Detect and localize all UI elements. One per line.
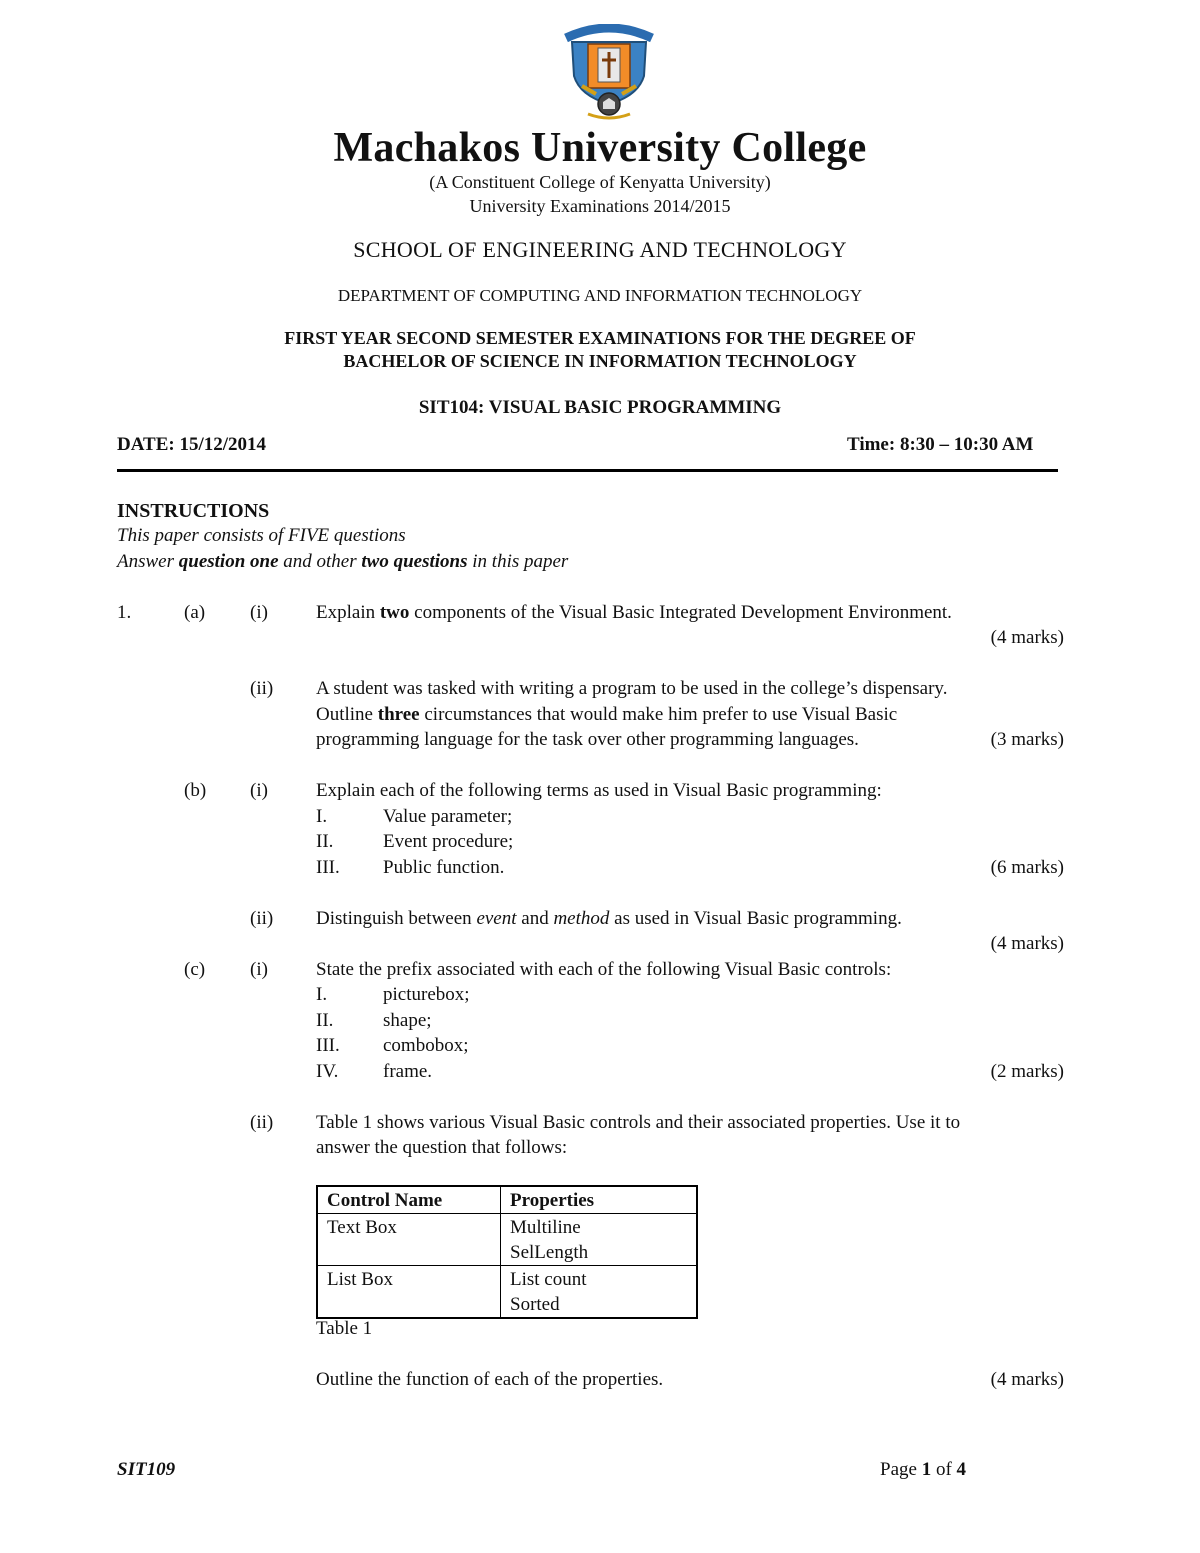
subpart-label: (i) xyxy=(250,780,268,801)
list-item-number: I. xyxy=(316,984,328,1005)
exam-time: Time: 8:30 – 10:30 AM xyxy=(847,434,1034,455)
list-item-text: Value parameter; xyxy=(383,806,513,827)
instructions-line-1: This paper consists of FIVE questions xyxy=(117,525,406,546)
part-label-b: (b) xyxy=(184,780,207,801)
question-text: programming language for the task over other programming languages. xyxy=(316,729,859,750)
list-item-text: Public function. xyxy=(383,857,505,878)
table-row xyxy=(317,1214,697,1266)
list-item-text: picturebox; xyxy=(383,984,470,1005)
marks-label: (3 marks) xyxy=(990,729,1064,750)
list-item-number: II. xyxy=(316,1010,334,1031)
instructions-line-2: Answer question one and other two questions in this paper xyxy=(117,551,569,572)
question-text: Outline the function of each of the properties. xyxy=(316,1369,664,1390)
marks-label: (4 marks) xyxy=(990,1369,1064,1390)
table-cell-control: List Box xyxy=(317,1266,501,1319)
question-text: Explain each of the following terms as used in Visual Basic programming: xyxy=(316,780,882,801)
question-text: Explain two components of the Visual Basic Integrated Development Environment. xyxy=(316,602,952,623)
constituent-college-line: (A Constituent College of Kenyatta University) xyxy=(429,172,771,192)
header-divider xyxy=(117,469,1058,472)
department-name: DEPARTMENT OF COMPUTING AND INFORMATION TECHNOLOGY xyxy=(337,286,863,305)
question-text: State the prefix associated with each of the following Visual Basic controls: xyxy=(316,959,892,980)
list-item-number: IV. xyxy=(316,1061,339,1082)
subpart-label: (i) xyxy=(250,602,268,623)
question-text: A student was tasked with writing a program to be used in the college’s dispensary. xyxy=(316,678,948,699)
subpart-label: (ii) xyxy=(250,908,274,929)
school-name: SCHOOL OF ENGINEERING AND TECHNOLOGY xyxy=(353,237,847,262)
table-row xyxy=(317,1266,697,1319)
part-label-c: (c) xyxy=(184,959,206,980)
table-cell-properties: List count Sorted xyxy=(501,1266,698,1319)
course-title: SIT104: VISUAL BASIC PROGRAMMING xyxy=(418,397,782,418)
list-item-number: III. xyxy=(316,1035,340,1056)
controls-properties-table xyxy=(316,1185,698,1319)
list-item-number: I. xyxy=(316,806,328,827)
page-number: Page 1 of 4 xyxy=(880,1459,967,1480)
footer-course-code: SIT109 xyxy=(117,1459,176,1480)
question-number: 1. xyxy=(117,602,132,623)
table-header-cell: Properties xyxy=(501,1186,698,1214)
degree-line-2: BACHELOR OF SCIENCE IN INFORMATION TECHNOLOGY xyxy=(343,351,857,371)
question-text: answer the question that follows: xyxy=(316,1137,568,1158)
subpart-label: (ii) xyxy=(250,1112,274,1133)
subpart-label: (i) xyxy=(250,959,268,980)
university-name: Machakos University College xyxy=(333,125,867,171)
list-item-text: Event procedure; xyxy=(383,831,514,852)
university-crest-logo xyxy=(558,24,660,120)
list-item-number: II. xyxy=(316,831,334,852)
marks-label: (4 marks) xyxy=(990,933,1064,954)
table-cell-control: Text Box xyxy=(317,1214,501,1266)
degree-line-1: FIRST YEAR SECOND SEMESTER EXAMINATIONS FOR THE DEGREE OF xyxy=(284,328,916,348)
question-text: Table 1 shows various Visual Basic controls and their associated properties. Use it to xyxy=(316,1112,961,1133)
question-text: Distinguish between event and method as used in Visual Basic programming. xyxy=(316,908,902,929)
table-header-row xyxy=(317,1186,697,1214)
list-item-text: frame. xyxy=(383,1061,433,1082)
list-item-text: combobox; xyxy=(383,1035,469,1056)
exam-date: DATE: 15/12/2014 xyxy=(117,434,267,455)
subpart-label: (ii) xyxy=(250,678,274,699)
question-text: Outline three circumstances that would make him prefer to use Visual Basic xyxy=(316,704,898,725)
examinations-year: University Examinations 2014/2015 xyxy=(469,196,731,216)
part-label-a: (a) xyxy=(184,602,206,623)
list-item-number: III. xyxy=(316,857,340,878)
instructions-heading: INSTRUCTIONS xyxy=(117,500,270,522)
marks-label: (4 marks) xyxy=(990,627,1064,648)
table-caption: Table 1 xyxy=(316,1318,373,1339)
list-item-text: shape; xyxy=(383,1010,432,1031)
marks-label: (2 marks) xyxy=(990,1061,1064,1082)
table-header-cell: Control Name xyxy=(317,1186,501,1214)
table-cell-properties: Multiline SelLength xyxy=(501,1214,698,1266)
marks-label: (6 marks) xyxy=(990,857,1064,878)
